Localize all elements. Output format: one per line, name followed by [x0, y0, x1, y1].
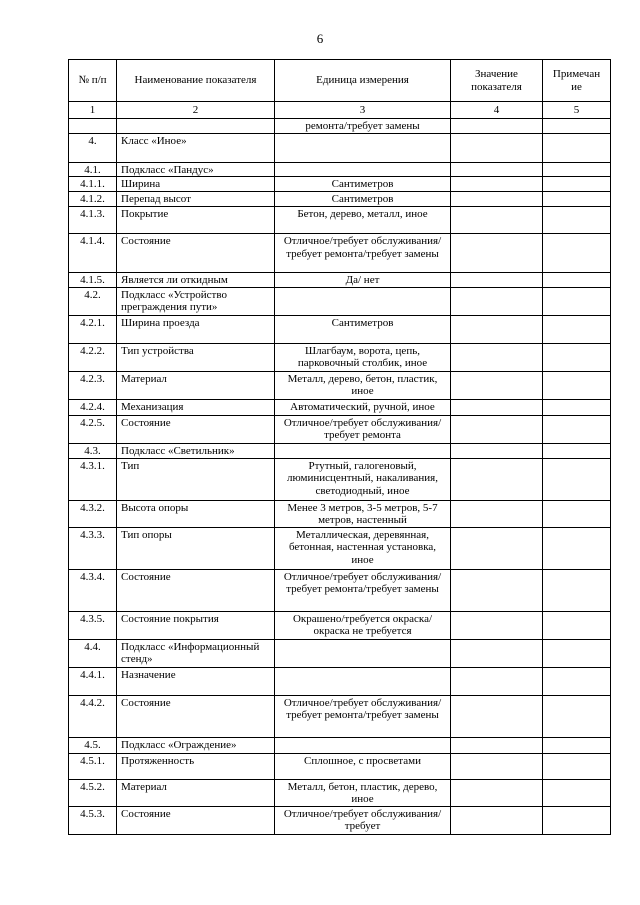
indicator-name: Состояние	[117, 415, 275, 443]
row-number: 4.3.3.	[69, 527, 117, 569]
indicator-name: Тип	[117, 458, 275, 500]
table-row	[69, 207, 611, 234]
indicator-value	[451, 371, 543, 399]
indicator-name: Является ли откидным	[117, 273, 275, 288]
row-number: 4.	[69, 133, 117, 162]
indicator-value	[451, 806, 543, 834]
unit-of-measure	[275, 287, 451, 315]
header-value-line2: показателя	[471, 80, 522, 93]
indicator-value	[451, 133, 543, 162]
indicator-name: Высота опоры	[117, 500, 275, 527]
indicator-value	[451, 119, 543, 134]
header-indicator-name: Наименование показателя	[117, 60, 275, 102]
column-index-row	[69, 102, 611, 119]
indicator-name: Состояние	[117, 695, 275, 737]
note	[543, 133, 611, 162]
header-row	[69, 60, 611, 102]
indicator-value	[451, 611, 543, 639]
indicator-name: Ширина проезда	[117, 315, 275, 343]
unit-of-measure: Автоматический, ручной, иное	[275, 399, 451, 415]
column-index: 1	[69, 102, 117, 119]
note	[543, 779, 611, 806]
row-number: 4.1.4.	[69, 234, 117, 273]
note	[543, 343, 611, 371]
note	[543, 611, 611, 639]
indicator-name: Назначение	[117, 667, 275, 695]
header-number: № п/п	[69, 60, 117, 102]
row-number: 4.4.	[69, 639, 117, 667]
indicator-value	[451, 399, 543, 415]
indicator-value	[451, 443, 543, 458]
header-value-line1: Значение	[475, 68, 518, 80]
indicator-value	[451, 458, 543, 500]
page-number: 6	[316, 31, 324, 46]
indicator-value	[451, 737, 543, 753]
row-number: 4.5.1.	[69, 753, 117, 779]
table-row	[69, 315, 611, 343]
table-row	[69, 611, 611, 639]
header-note-line2: ие	[571, 80, 582, 93]
row-number: 4.1.5.	[69, 273, 117, 288]
row-number: 4.3.	[69, 443, 117, 458]
note	[543, 695, 611, 737]
note	[543, 458, 611, 500]
table-row	[69, 458, 611, 500]
unit-of-measure: Да/ нет	[275, 273, 451, 288]
indicator-value	[451, 192, 543, 207]
row-number: 4.2.	[69, 287, 117, 315]
table-row	[69, 695, 611, 737]
row-number: 4.5.3.	[69, 806, 117, 834]
table-row	[69, 343, 611, 371]
unit-of-measure: Металл, бетон, пластик, дерево, иное	[275, 779, 451, 806]
indicator-name: Подкласс «Информационный стенд»	[117, 639, 275, 667]
unit-of-measure: Менее 3 метров, 3-5 метров, 5-7 метров, настенный	[275, 500, 451, 527]
indicator-value	[451, 415, 543, 443]
note	[543, 667, 611, 695]
note	[543, 315, 611, 343]
row-number: 4.2.5.	[69, 415, 117, 443]
table-row	[69, 399, 611, 415]
table-row	[69, 737, 611, 753]
table-row	[69, 639, 611, 667]
column-index: 4	[451, 102, 543, 119]
unit-of-measure	[275, 443, 451, 458]
column-index: 3	[275, 102, 451, 119]
header-value	[451, 60, 543, 102]
row-number: 4.5.2.	[69, 779, 117, 806]
indicator-value	[451, 753, 543, 779]
unit-of-measure: Шлагбаум, ворота, цепь, парковочный столбик, иное	[275, 343, 451, 371]
table-row	[69, 779, 611, 806]
unit-of-measure: Отличное/требует обслуживания/требует ремонта/требует замены	[275, 695, 451, 737]
indicator-name: Ширина	[117, 177, 275, 192]
header-note	[543, 60, 611, 102]
indicator-name: Покрытие	[117, 207, 275, 234]
note	[543, 753, 611, 779]
column-index: 5	[543, 102, 611, 119]
row-number: 4.4.1.	[69, 667, 117, 695]
table-row	[69, 234, 611, 273]
unit-of-measure: ремонта/требует замены	[275, 119, 451, 134]
unit-of-measure: Металл, дерево, бетон, пластик, иное	[275, 371, 451, 399]
row-number: 4.1.2.	[69, 192, 117, 207]
table-row	[69, 569, 611, 611]
indicator-value	[451, 500, 543, 527]
note	[543, 273, 611, 288]
note	[543, 162, 611, 177]
table-row	[69, 119, 611, 134]
table-row	[69, 527, 611, 569]
row-number: 4.1.3.	[69, 207, 117, 234]
row-number: 4.1.	[69, 162, 117, 177]
row-number	[69, 119, 117, 134]
note	[543, 443, 611, 458]
header-unit: Единица измерения	[275, 60, 451, 102]
indicator-value	[451, 207, 543, 234]
unit-of-measure: Сплошное, с просветами	[275, 753, 451, 779]
row-number: 4.3.4.	[69, 569, 117, 611]
indicator-name	[117, 119, 275, 134]
unit-of-measure: Сантиметров	[275, 315, 451, 343]
note	[543, 399, 611, 415]
indicator-value	[451, 779, 543, 806]
note	[543, 415, 611, 443]
table-row	[69, 162, 611, 177]
row-number: 4.1.1.	[69, 177, 117, 192]
unit-of-measure	[275, 133, 451, 162]
indicator-name: Состояние покрытия	[117, 611, 275, 639]
indicator-value	[451, 569, 543, 611]
indicator-name: Механизация	[117, 399, 275, 415]
row-number: 4.3.1.	[69, 458, 117, 500]
note	[543, 177, 611, 192]
note	[543, 287, 611, 315]
note	[543, 371, 611, 399]
table-row	[69, 273, 611, 288]
indicator-value	[451, 527, 543, 569]
unit-of-measure: Металлическая, деревянная, бетонная, настенная установка, иное	[275, 527, 451, 569]
indicator-name: Состояние	[117, 234, 275, 273]
row-number: 4.5.	[69, 737, 117, 753]
indicator-value	[451, 639, 543, 667]
indicator-name: Перепад высот	[117, 192, 275, 207]
unit-of-measure: Отличное/требует обслуживания/требует ремонта/требует замены	[275, 569, 451, 611]
row-number: 4.2.1.	[69, 315, 117, 343]
indicator-value	[451, 287, 543, 315]
indicator-value	[451, 273, 543, 288]
note	[543, 569, 611, 611]
unit-of-measure	[275, 639, 451, 667]
unit-of-measure: Бетон, дерево, металл, иное	[275, 207, 451, 234]
indicator-name: Тип устройства	[117, 343, 275, 371]
indicator-name: Протяженность	[117, 753, 275, 779]
unit-of-measure: Сантиметров	[275, 192, 451, 207]
row-number: 4.2.2.	[69, 343, 117, 371]
indicator-name: Состояние	[117, 806, 275, 834]
table-row	[69, 287, 611, 315]
indicator-value	[451, 343, 543, 371]
indicator-name: Подкласс «Ограждение»	[117, 737, 275, 753]
row-number: 4.3.2.	[69, 500, 117, 527]
table-body	[69, 119, 611, 835]
table-row	[69, 415, 611, 443]
table-row	[69, 500, 611, 527]
note	[543, 806, 611, 834]
table-row	[69, 667, 611, 695]
indicator-value	[451, 315, 543, 343]
table-row	[69, 806, 611, 834]
table-row	[69, 177, 611, 192]
note	[543, 192, 611, 207]
note	[543, 639, 611, 667]
indicator-name: Подкласс «Пандус»	[117, 162, 275, 177]
unit-of-measure: Отличное/требует обслуживания/требует	[275, 806, 451, 834]
indicator-value	[451, 695, 543, 737]
unit-of-measure: Окрашено/требуется окраска/окраска не требуется	[275, 611, 451, 639]
row-number: 4.2.3.	[69, 371, 117, 399]
row-number: 4.2.4.	[69, 399, 117, 415]
table-row	[69, 443, 611, 458]
note	[543, 500, 611, 527]
unit-of-measure: Отличное/требует обслуживания/требует ремонта/требует замены	[275, 234, 451, 273]
note	[543, 737, 611, 753]
unit-of-measure: Отличное/требует обслуживания/требует ремонта	[275, 415, 451, 443]
indicator-name: Состояние	[117, 569, 275, 611]
row-number: 4.4.2.	[69, 695, 117, 737]
unit-of-measure	[275, 667, 451, 695]
header-note-line1: Примечан	[552, 68, 601, 80]
indicator-name: Подкласс «Устройство преграждения пути»	[117, 287, 275, 315]
note	[543, 527, 611, 569]
row-number: 4.3.5.	[69, 611, 117, 639]
table-row	[69, 371, 611, 399]
indicator-value	[451, 667, 543, 695]
indicator-name: Подкласс «Светильник»	[117, 443, 275, 458]
unit-of-measure	[275, 737, 451, 753]
table-row	[69, 133, 611, 162]
indicator-name: Материал	[117, 779, 275, 806]
unit-of-measure: Ртутный, галогеновый, люминисцентный, накаливания, светодиодный, иное	[275, 458, 451, 500]
indicator-name: Класс «Иное»	[117, 133, 275, 162]
table-row	[69, 192, 611, 207]
indicator-value	[451, 162, 543, 177]
note	[543, 234, 611, 273]
table-row	[69, 753, 611, 779]
indicator-value	[451, 234, 543, 273]
indicators-table	[68, 59, 611, 835]
indicator-name: Материал	[117, 371, 275, 399]
note	[543, 119, 611, 134]
column-index: 2	[117, 102, 275, 119]
unit-of-measure	[275, 162, 451, 177]
indicator-value	[451, 177, 543, 192]
indicator-name: Тип опоры	[117, 527, 275, 569]
note	[543, 207, 611, 234]
unit-of-measure: Сантиметров	[275, 177, 451, 192]
